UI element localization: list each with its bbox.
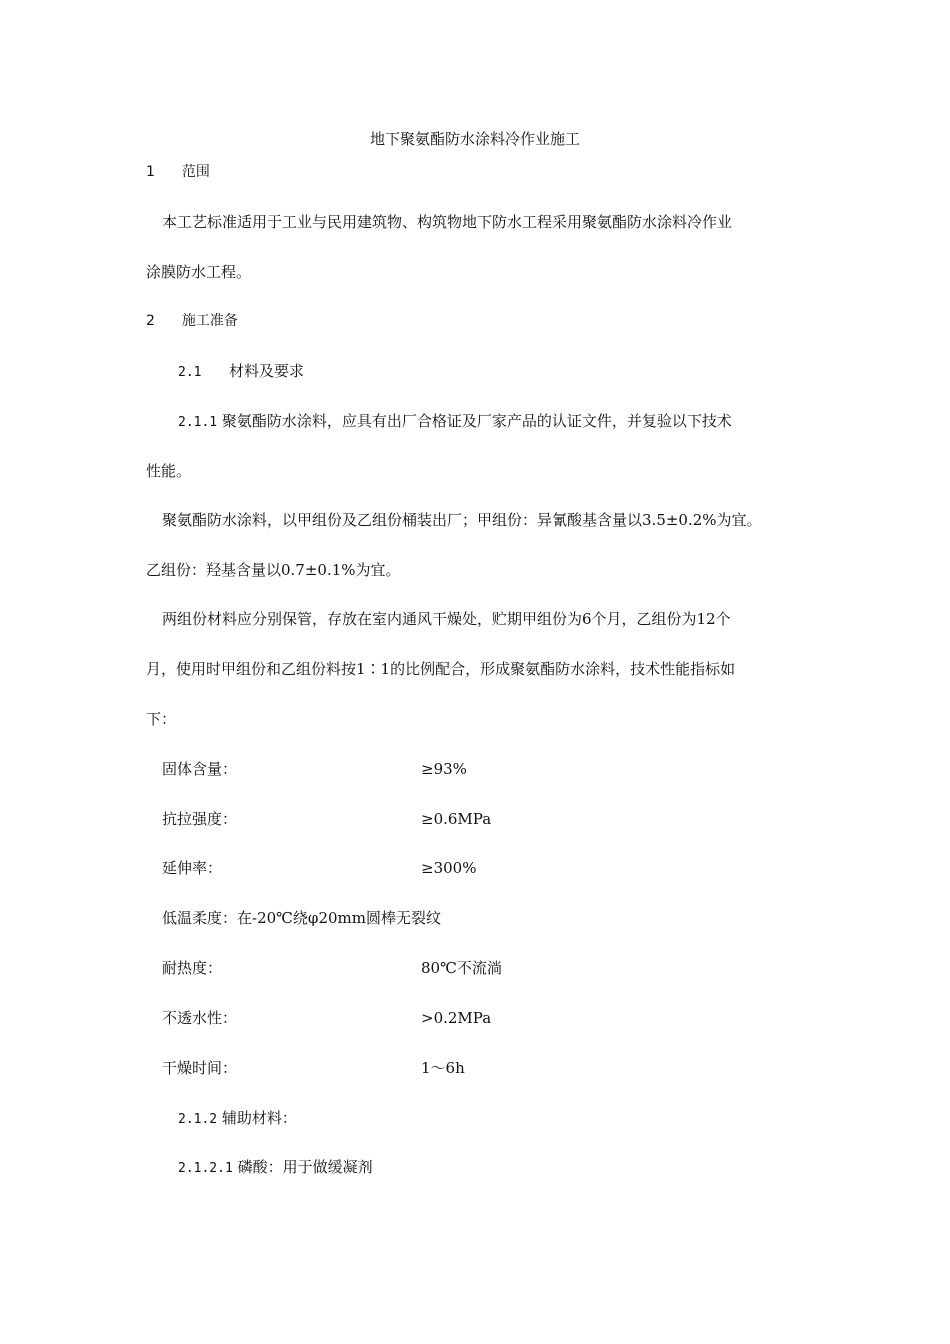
- subsection-2-1-1-text: 聚氨酯防水涂料，应具有出厂合格证及厂家产品的认证文件，并复验以下技术: [221, 412, 732, 430]
- section-1-paragraph-line-2: 涂膜防水工程。: [146, 263, 252, 281]
- subsection-2-1-2-1-text: 磷酸：用于做缓凝剂: [237, 1158, 373, 1176]
- section-2-number: 2: [146, 313, 155, 329]
- paragraph-components: 聚氨酯防水涂料，以甲组份及乙组份桶装出厂；甲组份：异氰酸基含量以3.5±0.2%为宜。: [162, 511, 762, 529]
- paragraph-storage-line-2: 月，使用时甲组份和乙组份料按1∶1的比例配合，形成聚氨酯防水涂料，技术性能指标如: [146, 660, 736, 678]
- subsection-2-1-1-line-2: 性能。: [146, 462, 192, 480]
- section-2-heading: [146, 311, 238, 331]
- paragraph-storage-line-3: 下：: [146, 710, 177, 728]
- subsection-2-1-1-number: 2.1.1: [178, 415, 218, 430]
- property-value: 80℃不流淌: [421, 959, 502, 977]
- property-value: 1～6h: [421, 1059, 465, 1077]
- section-2-title: 施工准备: [181, 313, 238, 329]
- paragraph-component-b: 乙组份：羟基含量以0.7±0.1%为宜。: [146, 561, 401, 579]
- property-value: ≥93%: [421, 760, 467, 778]
- property-label: 不透水性：: [162, 1009, 238, 1027]
- property-label: 低温柔度：在-20℃绕φ20mm圆棒无裂纹: [162, 909, 441, 927]
- subsection-2-1-heading: [178, 361, 304, 383]
- property-label: 延伸率：: [162, 859, 223, 877]
- subsection-2-1-number: 2.1: [178, 365, 202, 380]
- section-1-paragraph-line-1: 本工艺标准适用于工业与民用建筑物、构筑物地下防水工程采用聚氨酯防水涂料冷作业: [162, 213, 733, 231]
- property-label: 抗拉强度：: [162, 810, 238, 828]
- property-label: 干燥时间：: [162, 1059, 238, 1077]
- property-label: 固体含量：: [162, 760, 238, 778]
- property-label: 耐热度：: [162, 959, 223, 977]
- property-value: >0.2MPa: [421, 1009, 492, 1027]
- subsection-2-1-2-1-line: [178, 1157, 373, 1179]
- section-1-heading: [146, 162, 210, 182]
- subsection-2-1-2-title: 辅助材料：: [221, 1109, 297, 1127]
- section-1-title: 范围: [181, 164, 210, 180]
- property-value: ≥0.6MPa: [421, 810, 492, 828]
- subsection-2-1-2-heading: [178, 1108, 297, 1130]
- paragraph-storage-line-1: 两组份材料应分别保管，存放在室内通风干燥处，贮期甲组份为6个月，乙组份为12个: [162, 610, 731, 628]
- subsection-2-1-2-number: 2.1.2: [178, 1112, 218, 1127]
- subsection-2-1-2-1-number: 2.1.2.1: [178, 1161, 233, 1176]
- property-value: ≥300%: [421, 859, 477, 877]
- subsection-2-1-1-line-1: [178, 411, 732, 433]
- section-1-number: 1: [146, 164, 155, 180]
- subsection-2-1-title: 材料及要求: [229, 362, 305, 380]
- document-title: 地下聚氨酯防水涂料冷作业施工: [369, 130, 580, 148]
